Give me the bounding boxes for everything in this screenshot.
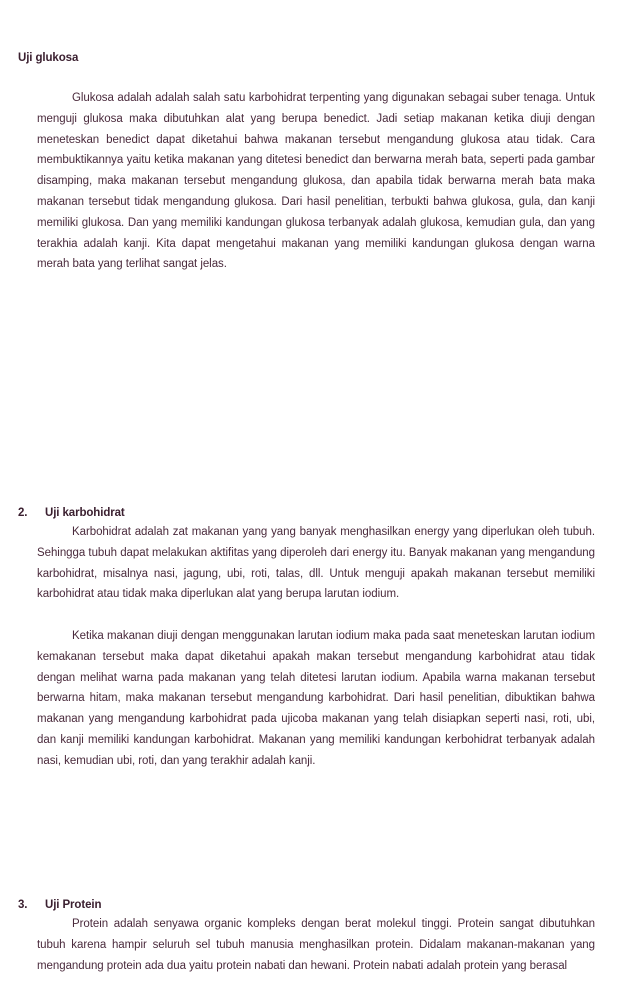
section-number: 3.	[18, 899, 28, 911]
section-title: Uji glukosa	[18, 52, 79, 64]
paragraph: Karbohidrat adalah zat makanan yang yang banyak menghasilkan energy yang diperlukan oleh tubuh. Sehingga tubuh dapat melakukan aktifitas yang diperoleh dari energy itu. Banyak makanan yang mengandung karbohidrat, misalnya nasi, jagung, ubi, roti, talas, dll. Untuk menguji apakah makanan tersebut memiliki karbohidrat atau tidak maka diperlukan alat yang berupa larutan iodium.	[37, 526, 595, 601]
paragraph: Ketika makanan diuji dengan menggunakan larutan iodium maka pada saat meneteskan larutan iodium kemakanan tersebut maka dapat diketahui apakah makan tersebut mengandung karbohidrat atau tidak dengan melihat warna pada makanan yang telah ditetesi larutan iodium. Apabila warna makanan tersebut berwarna hitam, maka makanan tersebut mengandung karbohidrat. Dari hasil penelitian, dibuktikan bahwa makanan yang mengandung karbohidrat pada ujicoba makanan yang telah disiapkan seperti nasi, roti, ubi, dan kanji memiliki kandungan karbohidrat. Makanan yang memiliki kandungan kerbohidrat terbanyak adalah nasi, kemudian ubi, roti, dan yang terakhir adalah kanji.	[37, 630, 595, 767]
paragraph: Protein adalah senyawa organic kompleks dengan berat molekul tinggi. Protein sangat dibutuhkan tubuh karena hampir seluruh sel tubuh manusia menghasilkan protein. Didalam makanan-makanan yang mengandung protein ada dua yaitu protein nabati dan hewani. Protein nabati adalah protein yang berasal	[37, 918, 595, 972]
section-title: Uji karbohidrat	[45, 507, 125, 519]
paragraph: Glukosa adalah adalah salah satu karbohidrat terpenting yang digunakan sebagai suber tenaga. Untuk menguji glukosa maka dibutuhkan alat yang berupa benedict. Jadi setiap makanan ketika diuji dengan meneteskan benedict dapat diketahui bahwa makanan tersebut mengandung glukosa atau tidak. Cara membuktikannya yaitu ketika makanan yang ditetesi benedict dan berwarna merah bata, seperti pada gambar disamping, maka makanan tersebut mengandung glukosa, dan apabila tidak berwarna merah bata maka makanan tersebut tidak mengandung glukosa. Dari hasil penelitian, terbukti bahwa glukosa, gula, dan kanji memiliki glukosa. Dan yang memiliki kandungan glukosa terbanyak adalah glukosa, kemudian gula, dan yang terakhia adalah kanji. Kita dapat mengetahui makanan yang memiliki kandungan glukosa dengan warna merah bata yang terlihat sangat jelas.	[37, 92, 595, 271]
section-number: 2.	[18, 507, 28, 519]
section-title: Uji Protein	[45, 899, 102, 911]
